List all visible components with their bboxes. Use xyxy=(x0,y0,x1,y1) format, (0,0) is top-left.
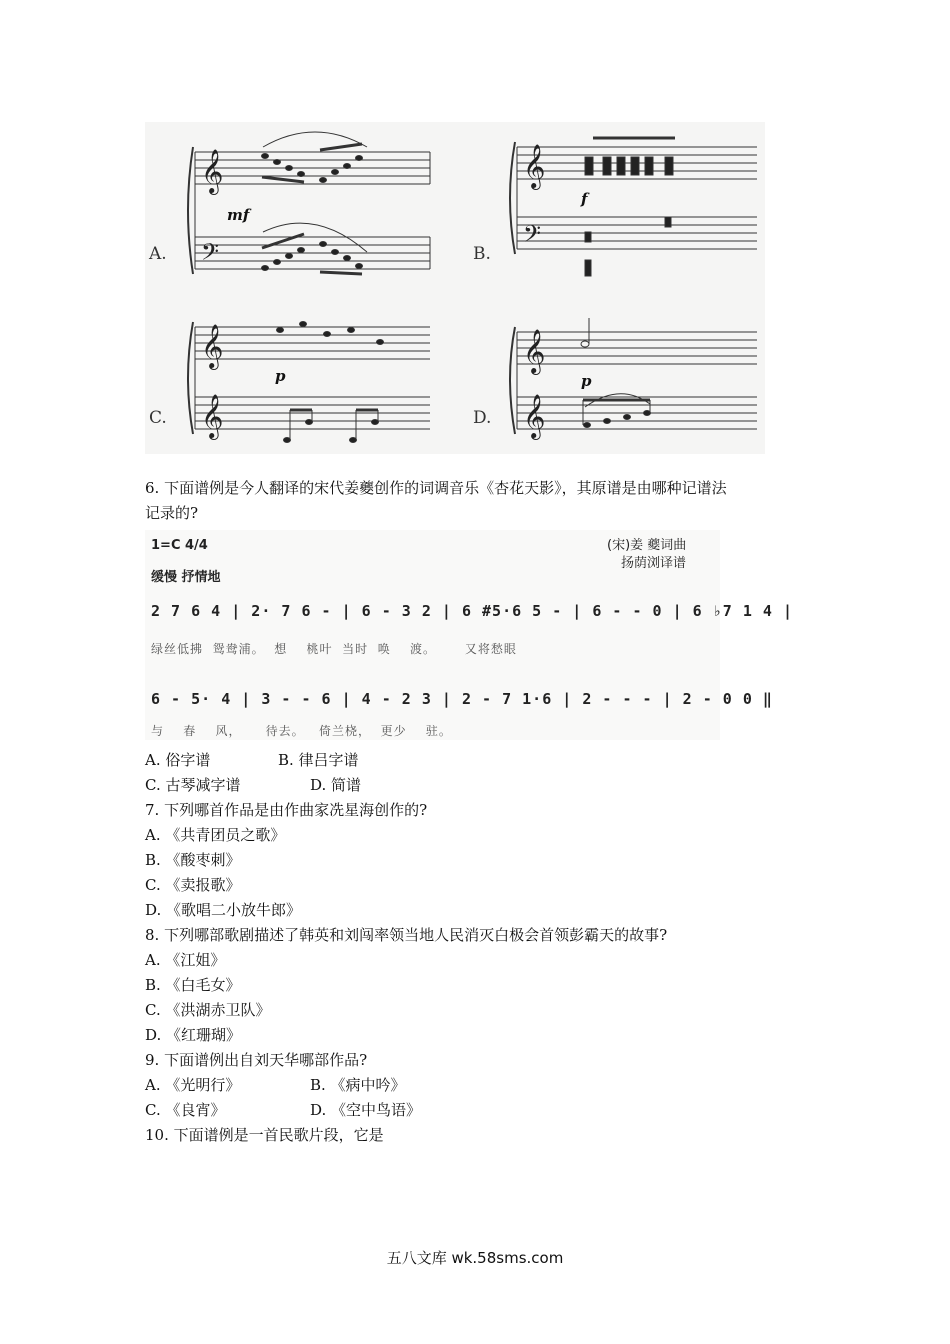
q7-option-b: B. 《酸枣刺》 xyxy=(145,851,241,869)
jianpu-credit-1: (宋)姜 夔词曲 xyxy=(607,538,687,553)
footer-watermark: 五八文库 wk.58sms.com xyxy=(386,1249,564,1267)
q8-option-d: D. 《红珊瑚》 xyxy=(145,1026,242,1044)
staff-b-bass xyxy=(517,217,757,249)
jianpu-tempo: 缓慢 抒情地 xyxy=(151,570,221,585)
staff-a-treble xyxy=(195,152,430,184)
svg-text:𝄞: 𝄞 xyxy=(523,394,546,438)
q9-option-d: D. 《空中鸟语》 xyxy=(310,1101,422,1119)
dynamic-b: f xyxy=(581,190,588,208)
q8-option-a: A. 《江姐》 xyxy=(145,951,226,969)
q6-text-line1: 6. 下面谱例是今人翻译的宋代姜夔创作的词调音乐《杏花天影》，其原谱是由哪种记谱法 xyxy=(145,479,727,497)
svg-text:𝄢: 𝄢 xyxy=(201,238,220,271)
q7-text: 7. 下列哪首作品是由作曲家冼星海创作的? xyxy=(145,801,428,819)
q8-option-b: B. 《白毛女》 xyxy=(145,976,241,994)
q6-option-d: D. 简谱 xyxy=(310,776,362,794)
jianpu-score xyxy=(145,530,793,740)
svg-text:𝄞: 𝄞 xyxy=(523,329,546,373)
svg-text:𝄞: 𝄞 xyxy=(201,149,224,193)
q8-text: 8. 下列哪部歌剧描述了韩英和刘闯率领当地人民消灭白极会首领彭霸天的故事? xyxy=(145,926,668,944)
q7-option-c: C. 《卖报歌》 xyxy=(145,876,241,894)
svg-text:𝄞: 𝄞 xyxy=(523,144,546,188)
q10-text: 10. 下面谱例是一首民歌片段，它是 xyxy=(145,1126,384,1144)
svg-text:𝄞: 𝄞 xyxy=(201,324,224,368)
score-label-a: A. xyxy=(149,244,167,264)
score-panel xyxy=(145,122,765,454)
score-label-b: B. xyxy=(473,244,491,264)
dynamic-d: p xyxy=(581,372,592,390)
piano-score-examples xyxy=(145,122,765,454)
jianpu-credit-2: 扬荫浏译谱 xyxy=(621,556,687,571)
q8-option-c: C. 《洪湖赤卫队》 xyxy=(145,1001,271,1019)
staff-a-bass xyxy=(195,237,430,269)
q9-option-a: A. 《光明行》 xyxy=(145,1076,241,1094)
q6-option-c: C. 古琴减字谱 xyxy=(145,776,241,794)
svg-text:𝄞: 𝄞 xyxy=(201,394,224,438)
q9-option-b: B. 《病中吟》 xyxy=(310,1076,406,1094)
q6-option-b: B. 律吕字谱 xyxy=(278,751,359,769)
svg-text:𝄢: 𝄢 xyxy=(523,220,542,253)
jianpu-lyrics-line1: 绿丝低拂 鸳鸯浦。 想 桃叶 当时 唤 渡。 又将愁眼 xyxy=(151,642,517,656)
q7-option-a: A. 《共青团员之歌》 xyxy=(145,826,286,844)
jianpu-key: 1=C 4/4 xyxy=(151,538,208,553)
jianpu-lyrics-line2: 与 春 风， 待去。 倚兰桡， 更少 驻。 xyxy=(151,724,452,738)
jianpu-notes-line2: 6 - 5· 4 | 3 - - 6 | 4 - 2 3 | 2 - 7 1·6 | 2 - - - | 2 - 0 0 ‖ xyxy=(151,690,773,708)
jianpu-notes-line1: 2 7 6 4 | 2· 7 6 - | 6 - 3 2 | 6 #5·6 5 - | 6 - - 0 | 6 ♭7 1 4 | xyxy=(151,602,793,620)
q9-option-c: C. 《良宵》 xyxy=(145,1101,226,1119)
score-label-d: D. xyxy=(473,408,492,428)
q6-option-a: A. 俗字谱 xyxy=(145,751,211,769)
score-label-c: C. xyxy=(149,408,167,428)
q7-option-d: D. 《歌唱二小放牛郎》 xyxy=(145,901,302,919)
q6-text-line2: 记录的? xyxy=(145,504,199,522)
q9-text: 9. 下面谱例出自刘天华哪部作品? xyxy=(145,1051,368,1069)
dynamic-a: mf xyxy=(227,206,250,224)
dynamic-c: p xyxy=(275,367,286,385)
